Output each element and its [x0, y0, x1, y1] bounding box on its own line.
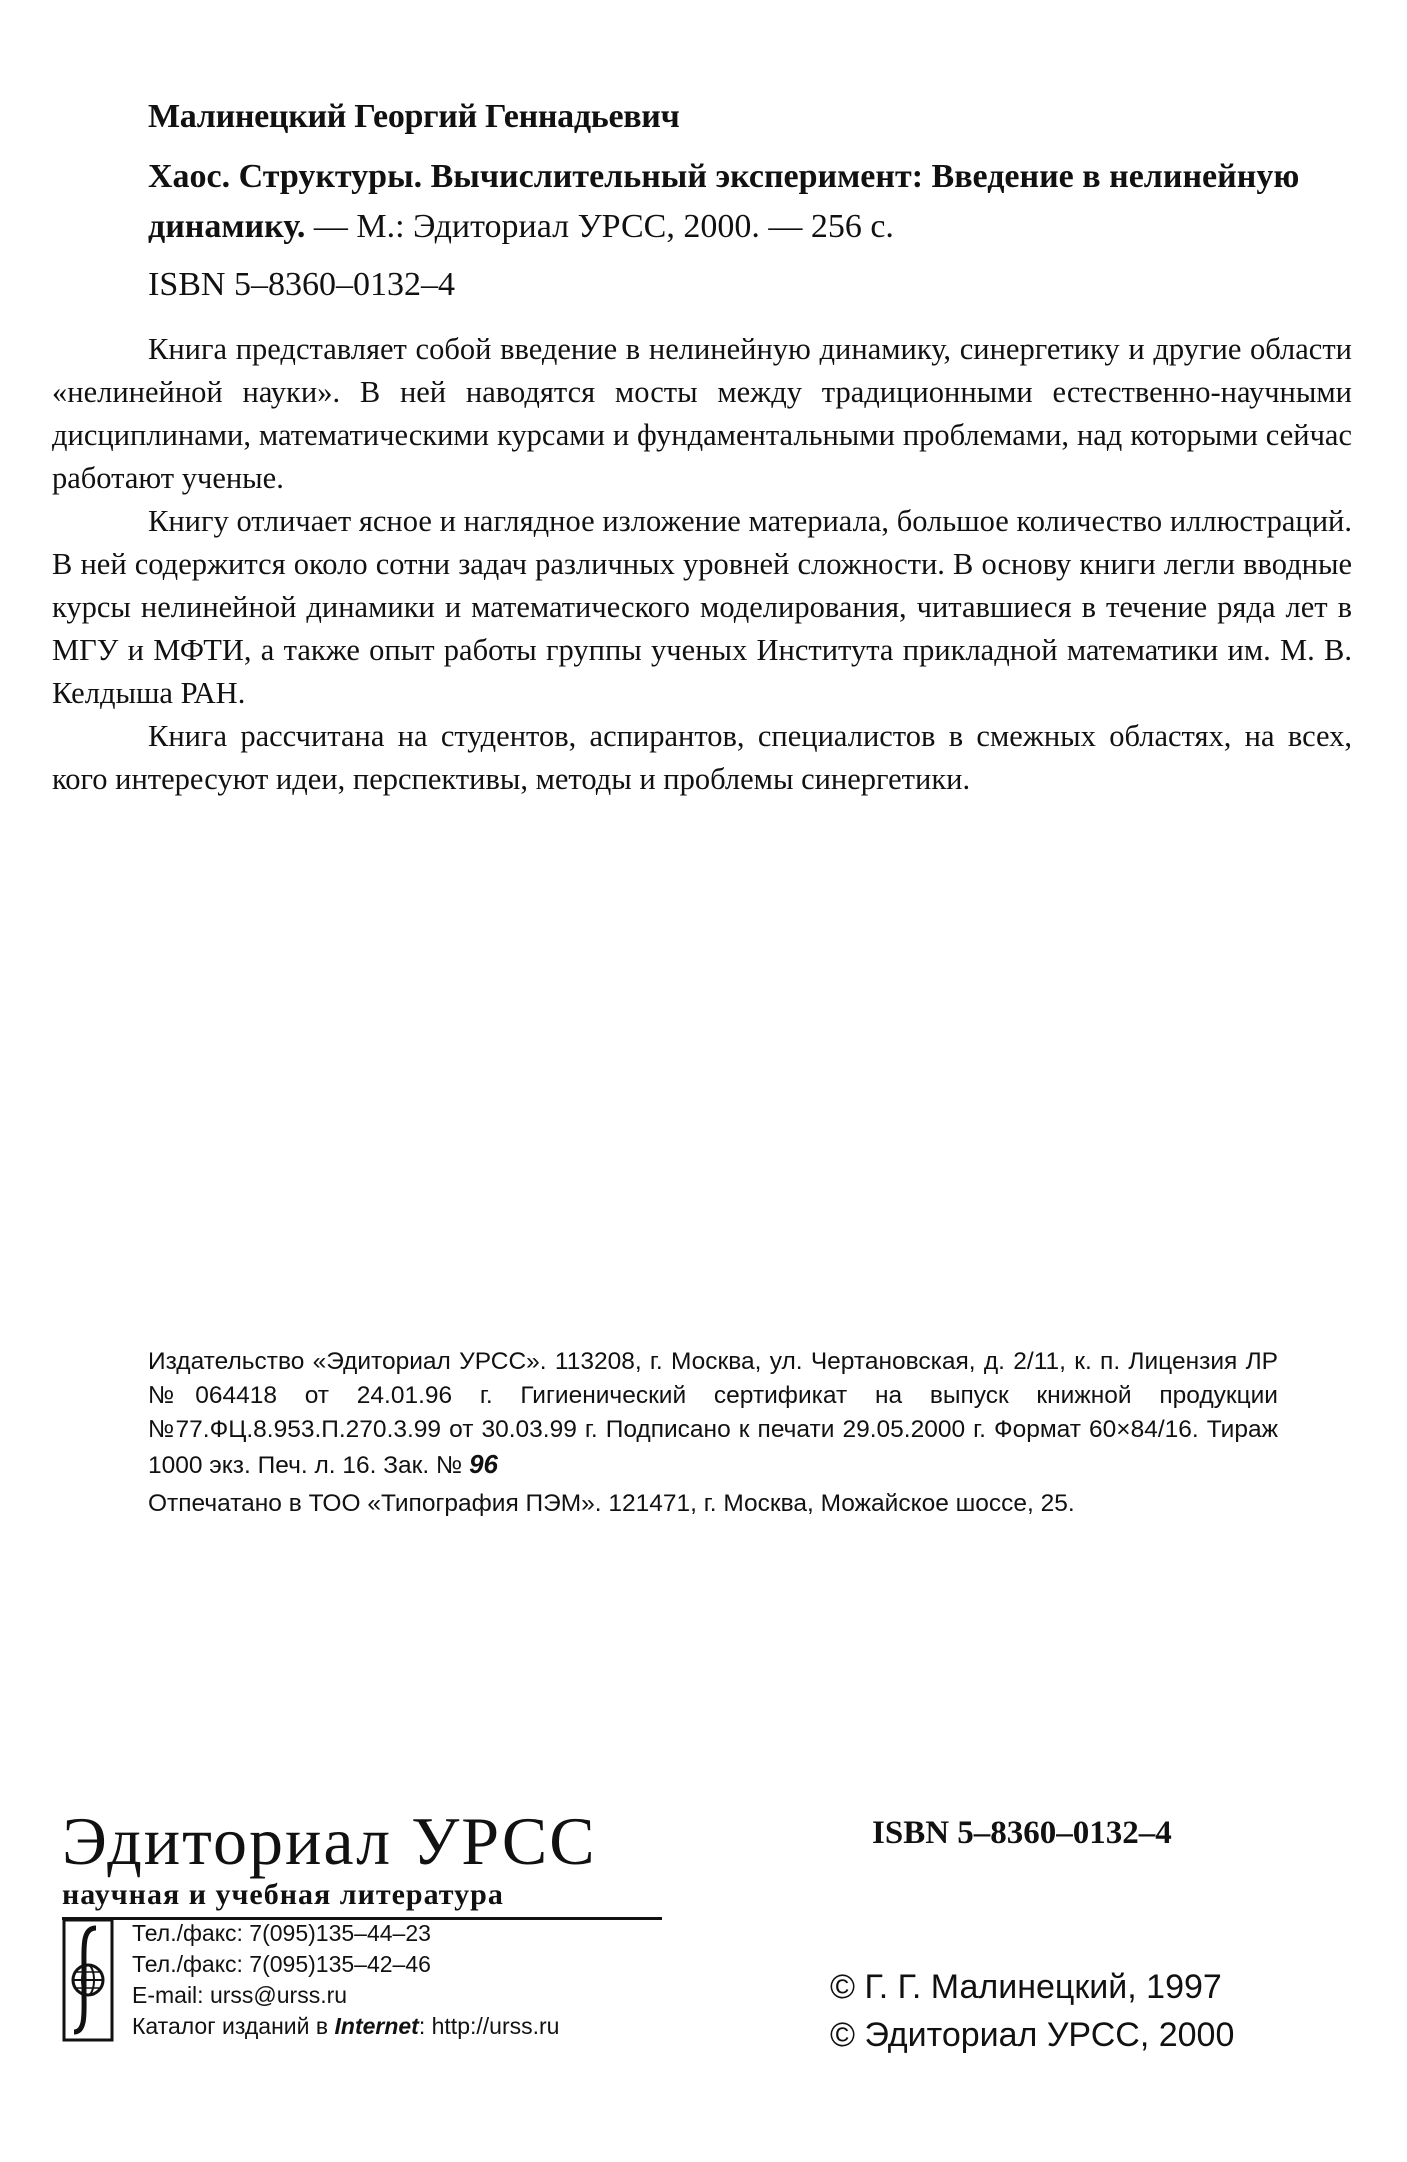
printer-info: Отпечатано в ТОО «Типография ПЭМ». 121471, г. Москва, Можайское шоссе, 25. [148, 1490, 1075, 1517]
catalog-url: : http://urss.ru [418, 2013, 560, 2039]
order-number: 96 [469, 1449, 498, 1479]
publisher-name: Эдиториал УРСС [62, 1803, 597, 1879]
catalog-internet: Internet [334, 2013, 419, 2039]
publisher-subtitle: научная и учебная литература [62, 1877, 662, 1920]
bibliographic-details: — М.: Эдиториал УРСС, 2000. — 256 с. [305, 208, 894, 245]
catalog-prefix: Каталог изданий в [132, 2013, 335, 2039]
imprint-block [148, 1345, 1278, 1483]
author-name: Малинецкий Георгий Геннадьевич [148, 98, 680, 135]
abstract-paragraph-2: Книгу отличает ясное и наглядное изложение материала, большое количество иллюстраций. В ней содержится около сотни задач различных уровней сложности. В основу книги легли вводные курсы нелинейной динамики и математического моделирования, читавшиеся в течение ряда лет в МГУ и МФТИ, а также опыт работы группы ученых Института прикладной математики им. М. В. Келдыша РАН. [52, 504, 1352, 710]
email: E-mail: urss@urss.ru [132, 1982, 348, 2008]
publisher-emblem-icon [62, 1918, 114, 2042]
phone-fax-1: Тел./факс: 7(095)135–44–23 [132, 1920, 431, 1946]
bibliographic-entry [148, 152, 1348, 252]
isbn-top: ISBN 5–8360–0132–4 [148, 266, 455, 303]
copyright-author: © Г. Г. Малинецкий, 1997 [830, 1968, 1222, 2006]
catalog-line [132, 2011, 559, 2042]
copyright-notices [830, 1963, 1234, 2059]
imprint-text: Издательство «Эдиториал УРСС». 113208, г. Москва, ул. Чертановская, д. 2/11, к. п. Лицензия ЛР №064418 от 24.01.96 г. Гигиенический сертификат на выпуск книжной продукции №77.ФЦ.8.953.П.270.3.99 от 30.03.99 г. Подписано к печати 29.05.2000 г. Формат 60×84/16. Тираж 1000 экз. Печ. л. 16. Зак. № [148, 1348, 1278, 1479]
contact-lines [132, 1918, 559, 2042]
abstract-paragraph-1: Книга представляет собой введение в нелинейную динамику, синергетику и другие области «нелинейной науки». В ней наводятся мосты между традиционными естественно-научными дисциплинами, математическими курсами и фундаментальными проблемами, над которыми сейчас работают ученые. [52, 332, 1352, 495]
phone-fax-2: Тел./факс: 7(095)135–42–46 [132, 1951, 431, 1977]
publisher-contacts [62, 1918, 662, 2046]
abstract-paragraph-3: Книга рассчитана на студентов, аспирантов, специалистов в смежных областях, на всех, кого интересуют идеи, перспективы, методы и проблемы синергетики. [52, 719, 1352, 796]
abstract [52, 328, 1352, 801]
isbn-bottom: ISBN 5–8360–0132–4 [872, 1815, 1172, 1851]
copyright-publisher: © Эдиториал УРСС, 2000 [830, 2016, 1235, 2054]
book-title: Хаос. Структуры. Вычислительный эксперимент: Введение в нелинейную динамику. [148, 158, 1300, 245]
publisher-logo [62, 1805, 662, 1920]
